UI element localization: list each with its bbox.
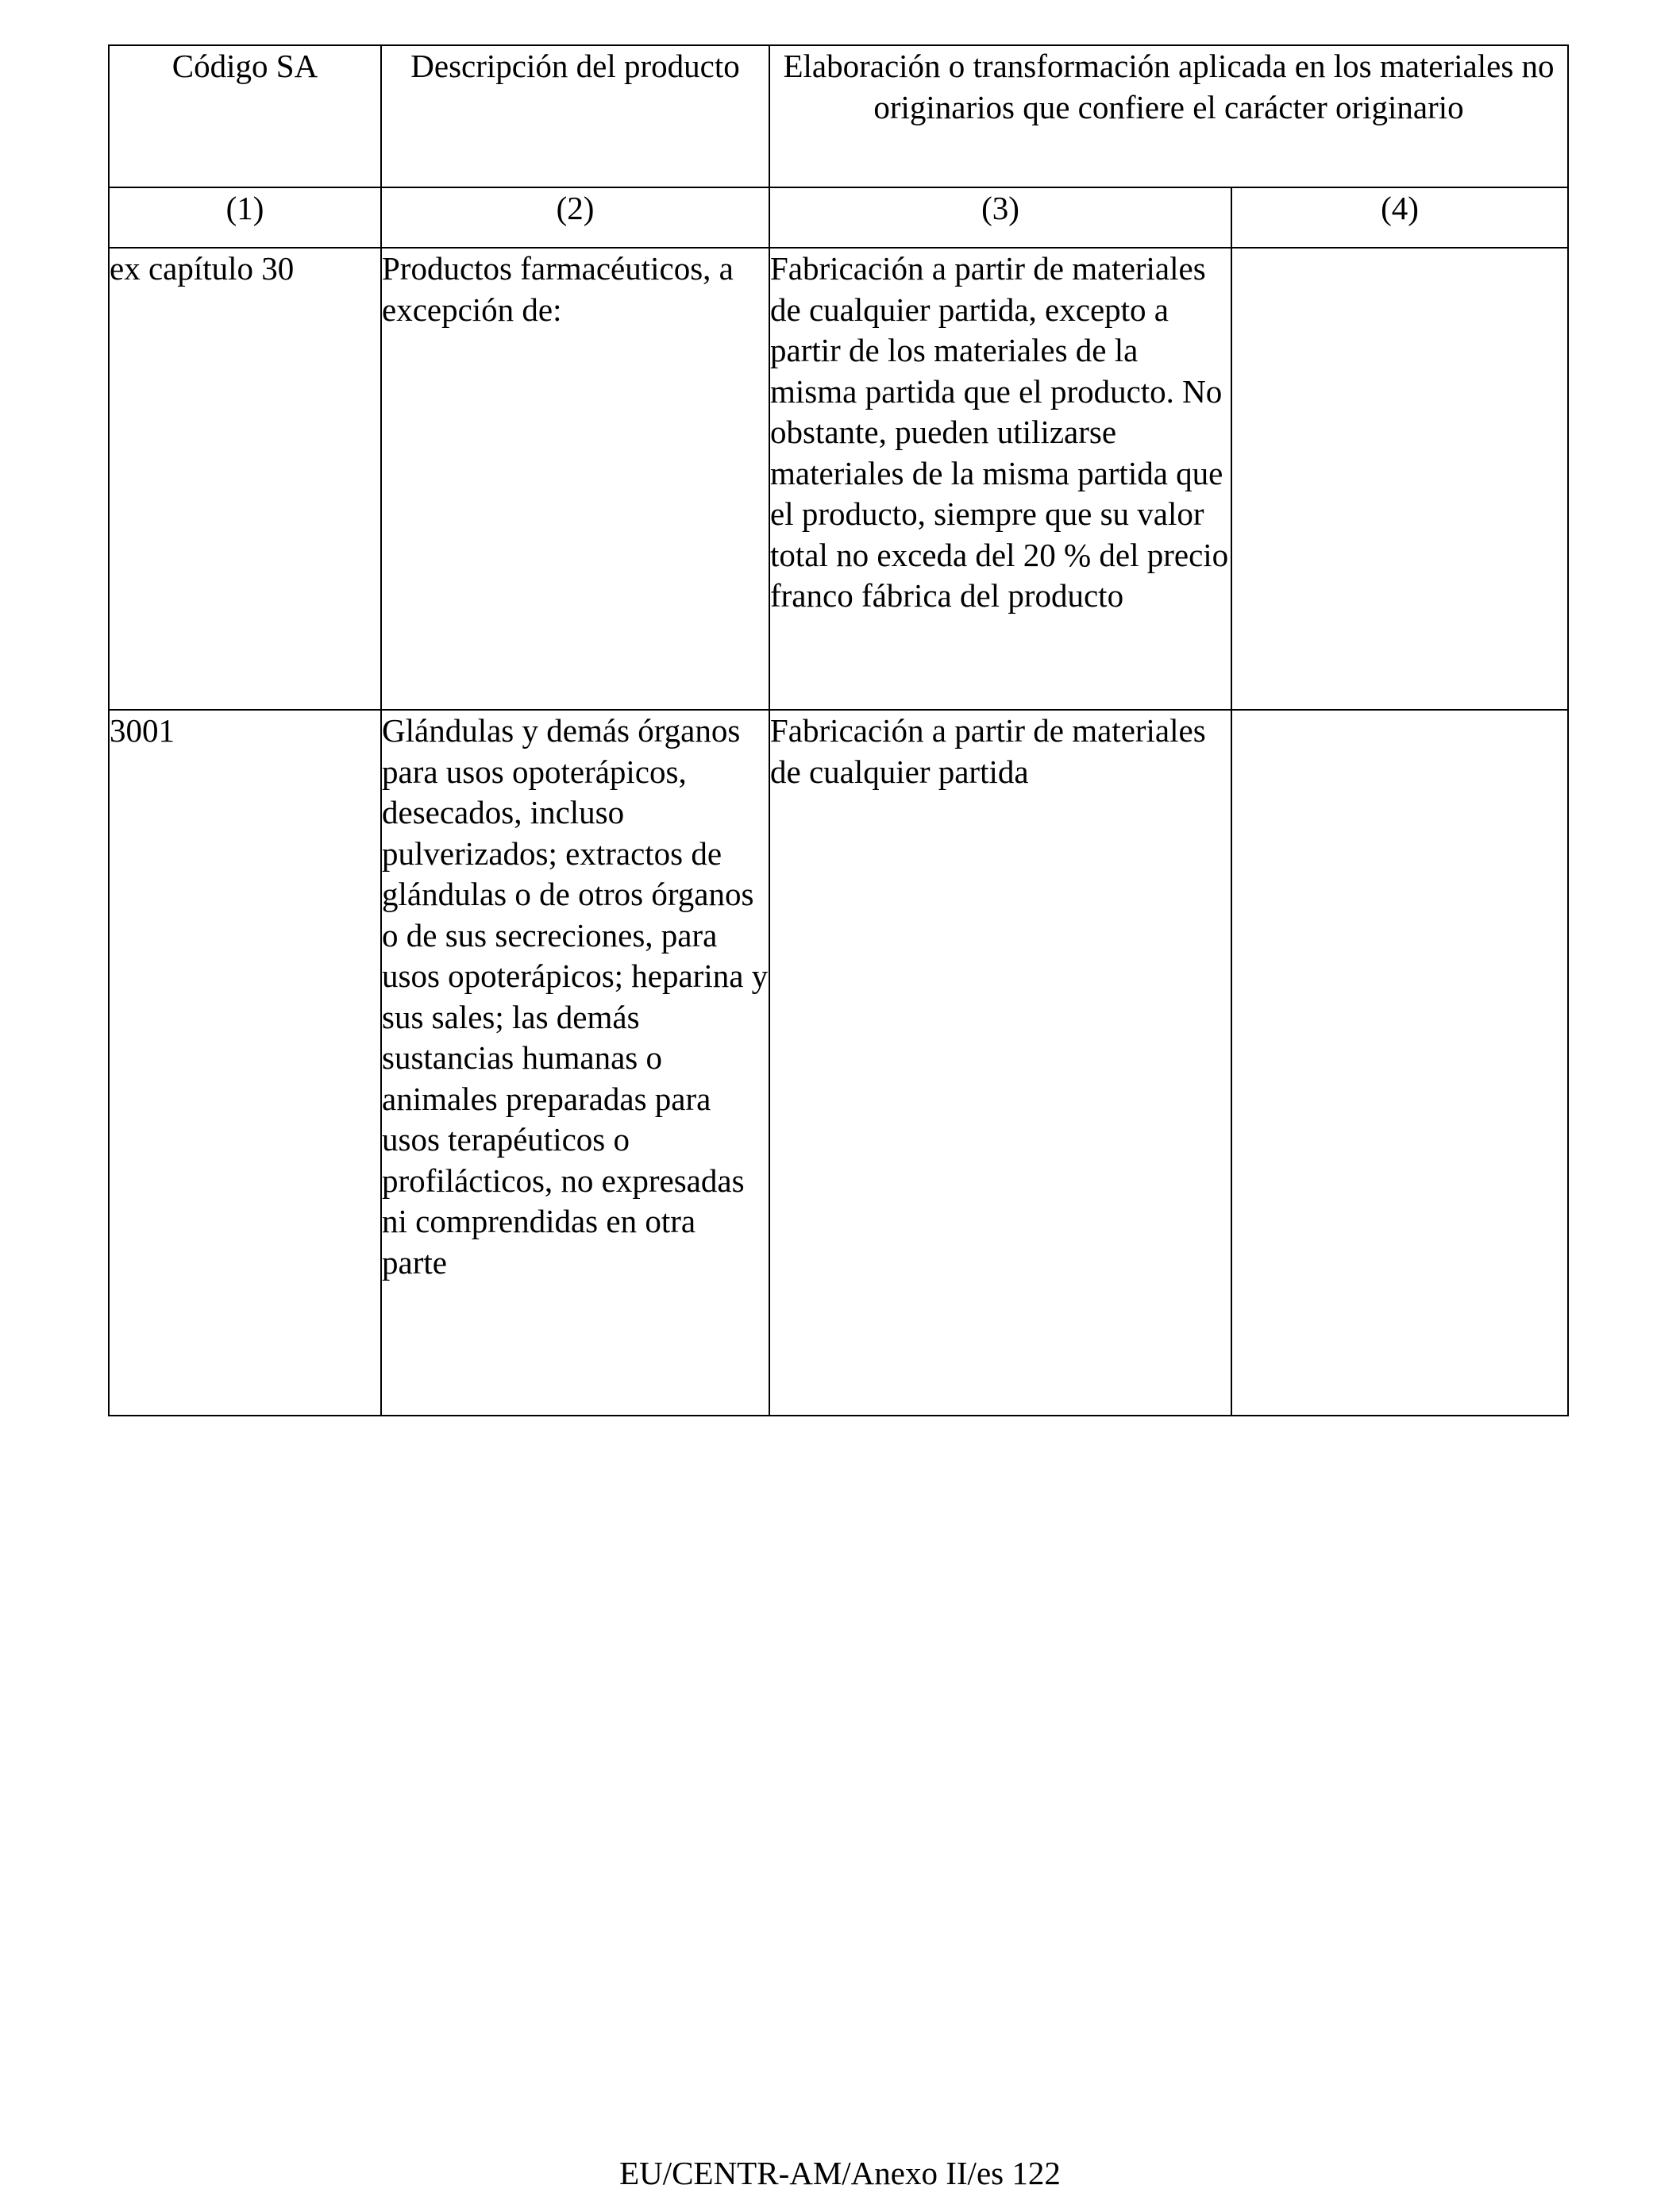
table-row — [109, 248, 1568, 710]
header-processing: Elaboración o transformación aplicada en los materiales no originarios que confiere el carácter originario — [769, 45, 1568, 187]
header-row — [109, 45, 1568, 187]
column-number-row — [109, 187, 1568, 248]
column-number-3: (3) — [769, 187, 1231, 248]
header-description: Descripción del producto — [381, 45, 769, 187]
column-number-4: (4) — [1231, 187, 1568, 248]
row-description: Glándulas y demás órganos para usos opoterápicos, desecados, incluso pulverizados; extractos de glándulas o de otros órganos o de sus secreciones, para usos opoterápicos; heparina y sus sales; las demás sustancias humanas o animales preparadas para usos terapéuticos o profilácticos, no expresadas ni comprendidas en otra parte — [381, 710, 769, 1416]
header-code: Código SA — [109, 45, 381, 187]
column-number-2: (2) — [381, 187, 769, 248]
row-code: ex capítulo 30 — [109, 248, 381, 710]
row-alternative — [1231, 248, 1568, 710]
row-alternative — [1231, 710, 1568, 1416]
row-processing: Fabricación a partir de materiales de cualquier partida, excepto a partir de los materiales de la misma partida que el producto. No obstante, pueden utilizarse materiales de la misma partida que el producto, siempre que su valor total no exceda del 20 % del precio franco fábrica del producto — [769, 248, 1231, 710]
row-code: 3001 — [109, 710, 381, 1416]
row-description: Productos farmacéuticos, a excepción de: — [381, 248, 769, 710]
table-row — [109, 710, 1568, 1416]
page-footer-reference: EU/CENTR-AM/Anexo II/es 122 — [619, 2155, 1061, 2191]
column-number-1: (1) — [109, 187, 381, 248]
origin-rules-table — [108, 44, 1569, 1416]
row-processing: Fabricación a partir de materiales de cualquier partida — [769, 710, 1231, 1416]
